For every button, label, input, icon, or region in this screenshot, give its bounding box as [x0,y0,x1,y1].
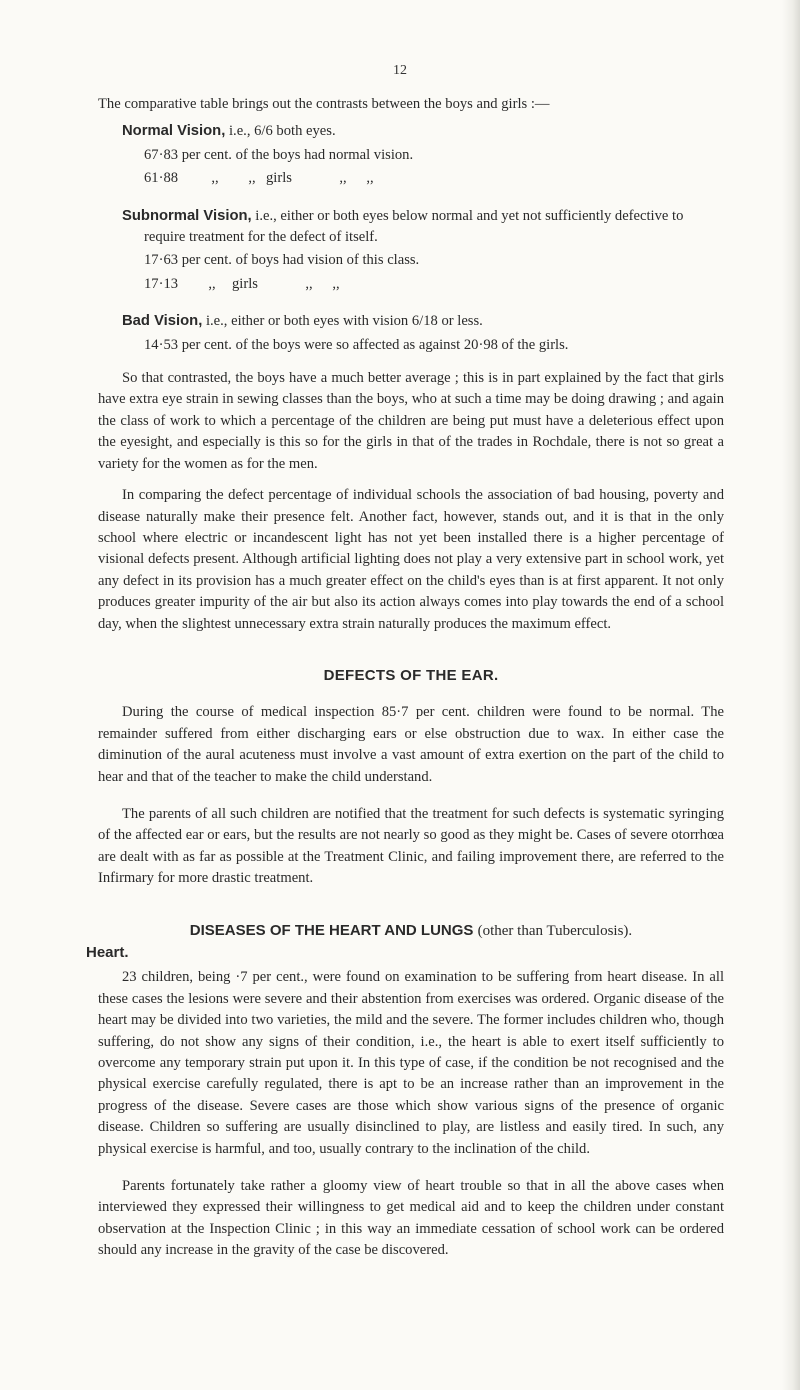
ditto-mark: ,, [248,170,256,187]
normal-vision-definition: i.e., 6/6 both eyes. [229,123,336,140]
heart-paragraph-2: Parents fortunately take rather a gloomy view of heart trouble so that in all the above cases when interviewed they expressed their willingness to get medical aid and to keep the children under constant observation at the Inspection Clinic ; in this way an immediate cessation of school work can be ordered should any increase in the gravity of the case be discovered. [98,1178,724,1259]
paragraph-schools: In comparing the defect percentage of individual schools the association of bad housing, poverty and disease naturally make their presence felt. Another fact, however, stands out, and it is that in the only school where electric or incandescent light has not yet been installed there is a higher percentage of visional defects present. Although artificial lighting does not play a very extensive part in school work, yet any defect in its provision has a much greater effect on the child's eyes than is at first apparent. It not only produces greater impurity of the air but also its action always comes into play towards the end of a school day, when the slightest unnecessary extra strain naturally produces the maximum effect. [98,487,724,632]
bad-vision-label: Bad Vision, [122,313,203,330]
stat-group: girls [232,275,258,292]
ditto-mark: ,, [211,170,219,187]
subnormal-vision-boys: 17·63 per cent. of boys had vision of this class. [144,252,420,269]
normal-vision-label: Normal Vision, [122,123,226,140]
ditto-mark: ,, [305,275,313,292]
subnormal-vision-heading [122,206,724,249]
page-number: 12 [393,63,407,78]
subnormal-vision-girls [122,274,724,295]
bad-vision-heading [122,311,724,332]
heart-paragraph-1: 23 children, being ·7 per cent., were found on examination to be suffering from heart disease. In all these cases the lesions were severe and their abstention from exercises was ordered. Organic disease of the heart may be divided into two varieties, the mild and the severe. The former includes children who, though suffering, do not show any signs of their condition, i.e., the heart is able to exert itself sufficiently to overcome any temporary strain put upon it. In this type of case, if the condition be not recognised and the physical exercise carefully regulated, there is apt to be an increase rather than an improvement in the progress of the disease. Severe cases are those which show various signs of the presence of organic disease. Children so suffering are usually disinclined to play, are listless and easily tired. In such, any physical exercise is harmful, and too, usually contrary to the inclination of the child. [98,969,724,1157]
stat-group: girls [266,170,292,187]
intro-text: The comparative table brings out the contrasts between the boys and girls :— [98,96,550,112]
stat-value: 17·13 [144,275,179,292]
heart-lungs-heading-text: DISEASES OF THE HEART AND LUNGS [189,921,474,939]
ear-section-heading: DEFECTS OF THE EAR. [323,666,499,684]
ear-paragraph-2: The parents of all such children are notified that the treatment for such defects is systematic syringing of the affected ear or ears, but the results are not nearly so good as they might be. Cases of severe otorrhœa are dealt with as far as possible at the Treatment Clinic, and failing improvement there, are referred to the Infirmary for more drastic treatment. [98,805,724,887]
normal-vision-girls [122,168,724,189]
bad-vision-definition: i.e., either or both eyes with vision 6/18 or less. [205,313,483,330]
ditto-mark: ,, [339,170,347,187]
paragraph-contrast: So that contrasted, the boys have a much better average ; this is in part explained by the fact that girls have extra eye strain in sewing classes than the boys, who at such a time may be doing drawing ; and again the class of work to which a percentage of the children are being put must have a deleterious effect upon the eyesight, and especially is this so for the girls in that of the trades in Rochdale, there is not so great a variety for the women as for the men. [98,370,724,472]
page-edge-shadow [782,0,800,1390]
normal-vision-heading [122,121,724,142]
heart-subheading: Heart. [86,944,129,961]
subnormal-vision-definition: i.e., either or both eyes below normal and yet not sufficiently defective to require treatment for the defect of itself. [144,207,684,246]
ditto-mark: ,, [366,170,374,187]
stat-value: 61·88 [144,170,179,187]
heart-lungs-section-heading [98,920,724,942]
ditto-mark: ,, [332,275,340,292]
bad-vision-stats: 14·53 per cent. of the boys were so affected as against 20·98 of the girls. [144,336,569,353]
subnormal-vision-label: Subnormal Vision, [122,207,252,224]
ear-paragraph-1: During the course of medical inspection 85·7 per cent. children were found to be normal. The remainder suffered from either discharging ears or else obstruction due to wax. In either case the diminution of the aural acuteness must involve a vast amount of extra exertion on the part of the child to hear and that of the teacher to make the child understand. [98,704,724,785]
heart-lungs-heading-paren: (other than Tuberculosis). [477,922,633,939]
ditto-mark: ,, [208,275,216,292]
document-body [86,94,724,1262]
normal-vision-boys: 67·83 per cent. of the boys had normal vision. [144,146,414,163]
